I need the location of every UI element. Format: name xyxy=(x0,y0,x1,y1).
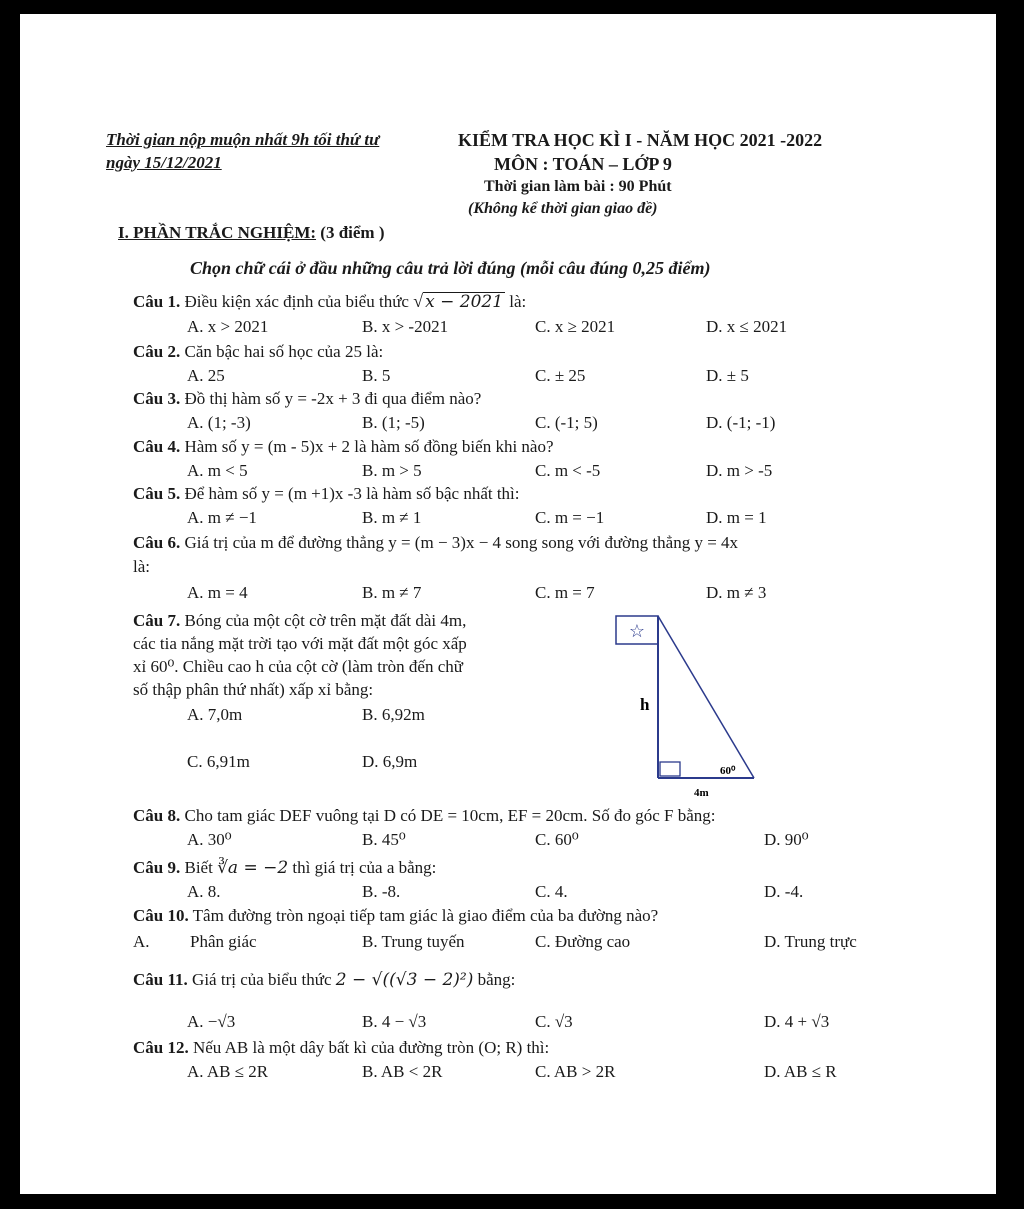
q1-option-d[interactable]: D. x ≤ 2021 xyxy=(706,317,788,336)
q3-option-c[interactable]: C. (-1; 5) xyxy=(535,413,598,432)
duration-line: Thời gian làm bài : 90 Phút xyxy=(484,178,672,195)
q12-option-c[interactable]: C. AB > 2R xyxy=(535,1062,616,1081)
q10-option-b[interactable]: B. Trung tuyến xyxy=(362,932,465,951)
question-4: Câu 4. Hàm số y = (m - 5)x + 2 là hàm số đồng biến khi nào? xyxy=(133,437,554,456)
q4-option-a[interactable]: A. m < 5 xyxy=(187,461,248,480)
q2-option-b[interactable]: B. 5 xyxy=(362,366,391,385)
q11-option-d[interactable]: D. 4 + √3 xyxy=(764,1012,830,1031)
question-11: Câu 11. Giá trị của biểu thức 2 − √((√3 − 2)²) bằng: xyxy=(133,970,516,990)
q5-option-a[interactable]: A. m ≠ −1 xyxy=(187,508,257,527)
q7-option-b[interactable]: B. 6,92m xyxy=(362,705,425,724)
question-2: Câu 2. Căn bậc hai số học của 25 là: xyxy=(133,342,384,361)
question-10: Câu 10. Tâm đường tròn ngoại tiếp tam giác là giao điểm của ba đường nào? xyxy=(133,906,659,925)
q3-option-a[interactable]: A. (1; -3) xyxy=(187,413,251,432)
q6-option-c[interactable]: C. m = 7 xyxy=(535,583,595,602)
deadline-line2: ngày 15/12/2021 xyxy=(106,153,222,172)
duration-note: (Không kể thời gian giao đề) xyxy=(468,200,658,217)
question-8: Câu 8. Cho tam giác DEF vuông tại D có DE = 10cm, EF = 20cm. Số đo góc F bằng: xyxy=(133,806,716,825)
question-7-line2: các tia nắng mặt trời tạo với mặt đất một góc xấp xyxy=(133,634,467,653)
q10-option-c[interactable]: C. Đường cao xyxy=(535,932,631,951)
q1-option-b[interactable]: B. x > -2021 xyxy=(362,317,449,336)
q6-option-b[interactable]: B. m ≠ 7 xyxy=(362,583,422,602)
question-7-line3: xỉ 60⁰. Chiều cao h của cột cờ (làm tròn đến chữ xyxy=(133,657,463,676)
q12-option-a[interactable]: A. AB ≤ 2R xyxy=(187,1062,269,1081)
q2-option-d[interactable]: D. ± 5 xyxy=(706,366,749,385)
q9-option-b[interactable]: B. -8. xyxy=(362,882,401,901)
question-7: Câu 7. Bóng của một cột cờ trên mặt đất dài 4m, xyxy=(133,611,467,630)
right-angle-mark xyxy=(660,762,680,776)
question-7-line4: số thập phân thứ nhất) xấp xỉ bằng: xyxy=(133,680,374,699)
star-icon: ☆ xyxy=(628,621,646,641)
q1-option-a[interactable]: A. x > 2021 xyxy=(187,317,269,336)
q2-option-a[interactable]: A. 25 xyxy=(187,366,225,385)
q8-option-c[interactable]: C. 60⁰ xyxy=(535,830,579,849)
question-6: Câu 6. Giá trị của m để đường thẳng y = (m − 3)x − 4 song song với đường thẳng y = 4x xyxy=(133,533,739,552)
q7-option-a[interactable]: A. 7,0m xyxy=(187,705,243,724)
section-instruction: Chọn chữ cái ở đầu những câu trả lời đúng (mỗi câu đúng 0,25 điểm) xyxy=(190,258,711,278)
q9-option-c[interactable]: C. 4. xyxy=(535,882,568,901)
question-1: Câu 1. Điều kiện xác định của biểu thức √ x − 2021 là: xyxy=(133,291,527,312)
q7-option-d[interactable]: D. 6,9m xyxy=(362,752,418,771)
question-12: Câu 12. Nếu AB là một dây bất kì của đường tròn (O; R) thì: xyxy=(133,1038,550,1057)
question-3: Câu 3. Đồ thị hàm số y = -2x + 3 đi qua điểm nào? xyxy=(133,389,482,408)
deadline-line1: Thời gian nộp muộn nhất 9h tối thứ tư xyxy=(106,130,380,149)
base-label: 4m xyxy=(694,787,709,799)
q1-option-c[interactable]: C. x ≥ 2021 xyxy=(535,317,616,336)
q5-option-d[interactable]: D. m = 1 xyxy=(706,508,767,527)
question-9: Câu 9. Biết ∛a = −2 thì giá trị của a bằng: xyxy=(133,858,437,878)
q8-option-b[interactable]: B. 45⁰ xyxy=(362,830,406,849)
q12-option-b[interactable]: B. AB < 2R xyxy=(362,1062,443,1081)
q4-option-b[interactable]: B. m > 5 xyxy=(362,461,422,480)
q11-option-c[interactable]: C. √3 xyxy=(535,1012,573,1031)
q5-option-b[interactable]: B. m ≠ 1 xyxy=(362,508,422,527)
q8-option-a[interactable]: A. 30⁰ xyxy=(187,830,232,849)
q11-option-b[interactable]: B. 4 − √3 xyxy=(362,1012,427,1031)
exam-title: KIỂM TRA HỌC KÌ I - NĂM HỌC 2021 -2022 xyxy=(458,130,823,150)
q10-option-a-text[interactable]: Phân giác xyxy=(190,932,257,951)
q10-option-d[interactable]: D. Trung trực xyxy=(764,932,857,951)
q10-option-a[interactable]: A. xyxy=(133,932,150,951)
question-6-cont: là: xyxy=(133,557,150,576)
flagpole-figure xyxy=(612,612,772,802)
q4-option-d[interactable]: D. m > -5 xyxy=(706,461,773,480)
q6-option-a[interactable]: A. m = 4 xyxy=(187,583,248,602)
q6-option-d[interactable]: D. m ≠ 3 xyxy=(706,583,767,602)
q3-option-b[interactable]: B. (1; -5) xyxy=(362,413,425,432)
q3-option-d[interactable]: D. (-1; -1) xyxy=(706,413,776,432)
sun-ray-line xyxy=(658,616,754,778)
angle-label: 60⁰ xyxy=(720,765,736,777)
q8-option-d[interactable]: D. 90⁰ xyxy=(764,830,809,849)
question-5: Câu 5. Để hàm số y = (m +1)x -3 là hàm số bậc nhất thì: xyxy=(133,484,520,503)
q7-option-c[interactable]: C. 6,91m xyxy=(187,752,250,771)
q9-option-a[interactable]: A. 8. xyxy=(187,882,221,901)
q9-option-d[interactable]: D. -4. xyxy=(764,882,804,901)
section-title: I. PHẦN TRẮC NGHIỆM: (3 điểm ) xyxy=(118,223,385,242)
height-label: h xyxy=(640,695,650,714)
q11-option-a[interactable]: A. −√3 xyxy=(187,1012,236,1031)
q12-option-d[interactable]: D. AB ≤ R xyxy=(764,1062,837,1081)
q5-option-c[interactable]: C. m = −1 xyxy=(535,508,605,527)
q4-option-c[interactable]: C. m < -5 xyxy=(535,461,601,480)
q2-option-c[interactable]: C. ± 25 xyxy=(535,366,586,385)
subject-line: MÔN : TOÁN – LỚP 9 xyxy=(494,154,672,174)
